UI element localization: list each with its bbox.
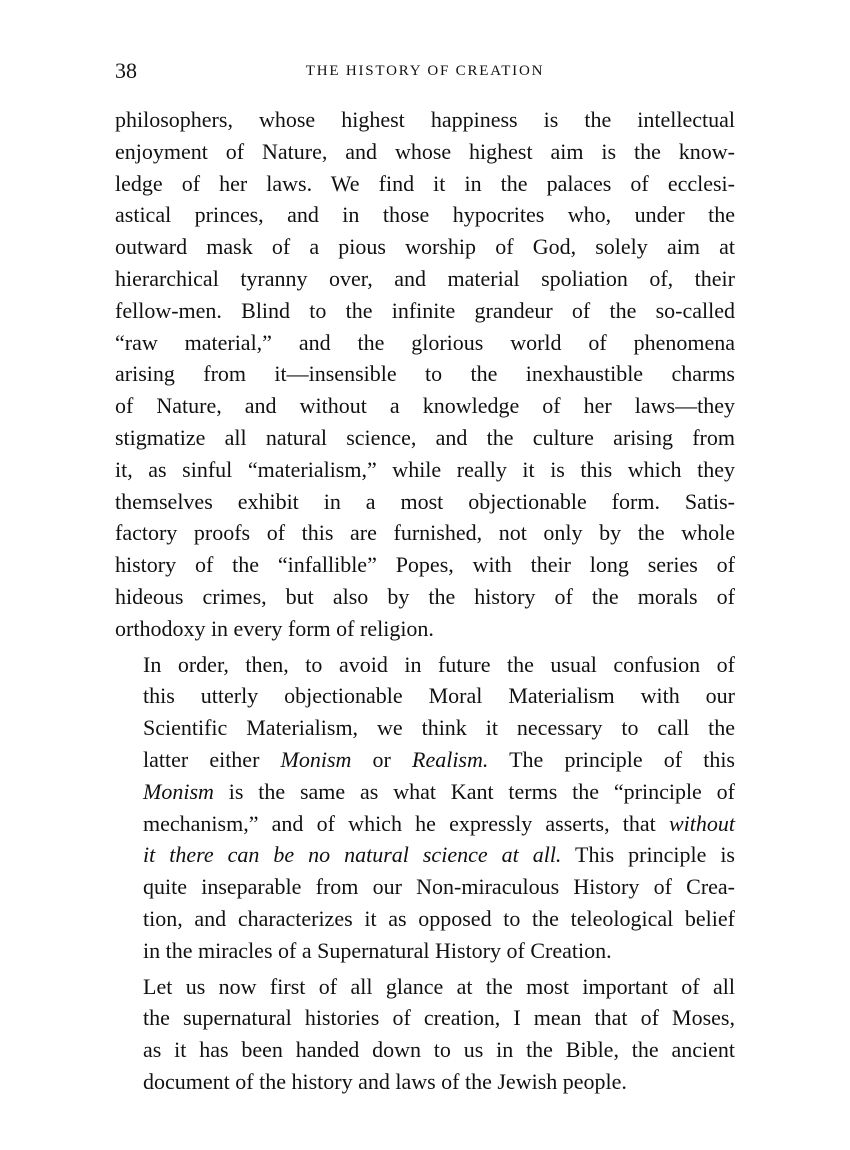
- text-line: it there can be no natural science at all. This principle is: [143, 842, 735, 868]
- text-line: outward mask of a pious worship of God, solely aim at: [115, 234, 735, 260]
- text-line: astical princes, and in those hypocrites who, under the: [115, 202, 735, 228]
- page-header: [115, 58, 735, 92]
- italic-phrase: Monism: [280, 746, 352, 772]
- text-line: document of the history and laws of the Jewish people.: [143, 1068, 627, 1094]
- text-line: In order, then, to avoid in future the usual confusion of: [143, 651, 735, 677]
- text-line: tion, and characterizes it as opposed to the teleological belief: [143, 905, 735, 931]
- text-line: mechanism,” and of which he expressly asserts, that without: [143, 810, 735, 836]
- text-line: as it has been handed down to us in the Bible, the ancient: [143, 1037, 735, 1063]
- text-line: stigmatize all natural science, and the culture arising from: [115, 424, 735, 450]
- text-line: quite inseparable from our Non-miraculous History of Crea-: [143, 874, 735, 900]
- text-line: hierarchical tyranny over, and material spoliation of, their: [115, 265, 735, 291]
- page-number: 38: [115, 58, 137, 83]
- text-line: Scientific Materialism, we think it necessary to call the: [143, 715, 735, 741]
- text-line: orthodoxy in every form of religion.: [115, 615, 434, 641]
- text-line: this utterly objectionable Moral Materialism with our: [143, 683, 735, 709]
- text-line: philosophers, whose highest happiness is the intellectual: [115, 107, 735, 132]
- book-page: [115, 58, 735, 1098]
- body-text: [115, 104, 735, 1098]
- text-line: Monism is the same as what Kant terms the “principle of: [143, 778, 735, 804]
- text-line: in the miracles of a Supernatural History of Creation.: [143, 937, 612, 963]
- text-line: it, as sinful “materialism,” while really it is this which they: [115, 456, 735, 482]
- text-line: enjoyment of Nature, and whose highest aim is the know-: [115, 138, 735, 164]
- text-line: history of the “infallible” Popes, with their long series of: [115, 552, 735, 578]
- paragraph-3: [115, 971, 735, 1098]
- text-line: themselves exhibit in a most objectionable form. Satis-: [115, 488, 735, 514]
- text-line: of Nature, and without a knowledge of her laws—they: [115, 393, 735, 419]
- text-line: latter either Monism or Realism. The principle of this: [143, 746, 735, 772]
- italic-phrase: without: [668, 810, 735, 836]
- text-line: the supernatural histories of creation, I mean that of Moses,: [143, 1005, 735, 1031]
- italic-phrase: Realism.: [412, 746, 489, 772]
- paragraph-1: [115, 104, 735, 645]
- italic-phrase: it there can be no natural science at all.: [143, 842, 562, 868]
- text-line: hideous crimes, but also by the history of the morals of: [115, 583, 735, 609]
- text-line: ledge of her laws. We find it in the palaces of ecclesi-: [115, 170, 735, 196]
- text-line: Let us now first of all glance at the most important of all: [143, 973, 735, 999]
- text-line: fellow-men. Blind to the infinite grandeur of the so-called: [115, 297, 735, 323]
- text-line: “raw material,” and the glorious world of phenomena: [115, 329, 735, 355]
- running-title: THE HISTORY OF CREATION: [305, 63, 545, 79]
- text-line: factory proofs of this are furnished, not only by the whole: [115, 520, 735, 546]
- paragraph-2: [115, 649, 735, 967]
- italic-phrase: Monism: [143, 778, 214, 804]
- text-line: arising from it—insensible to the inexhaustible charms: [115, 361, 735, 387]
